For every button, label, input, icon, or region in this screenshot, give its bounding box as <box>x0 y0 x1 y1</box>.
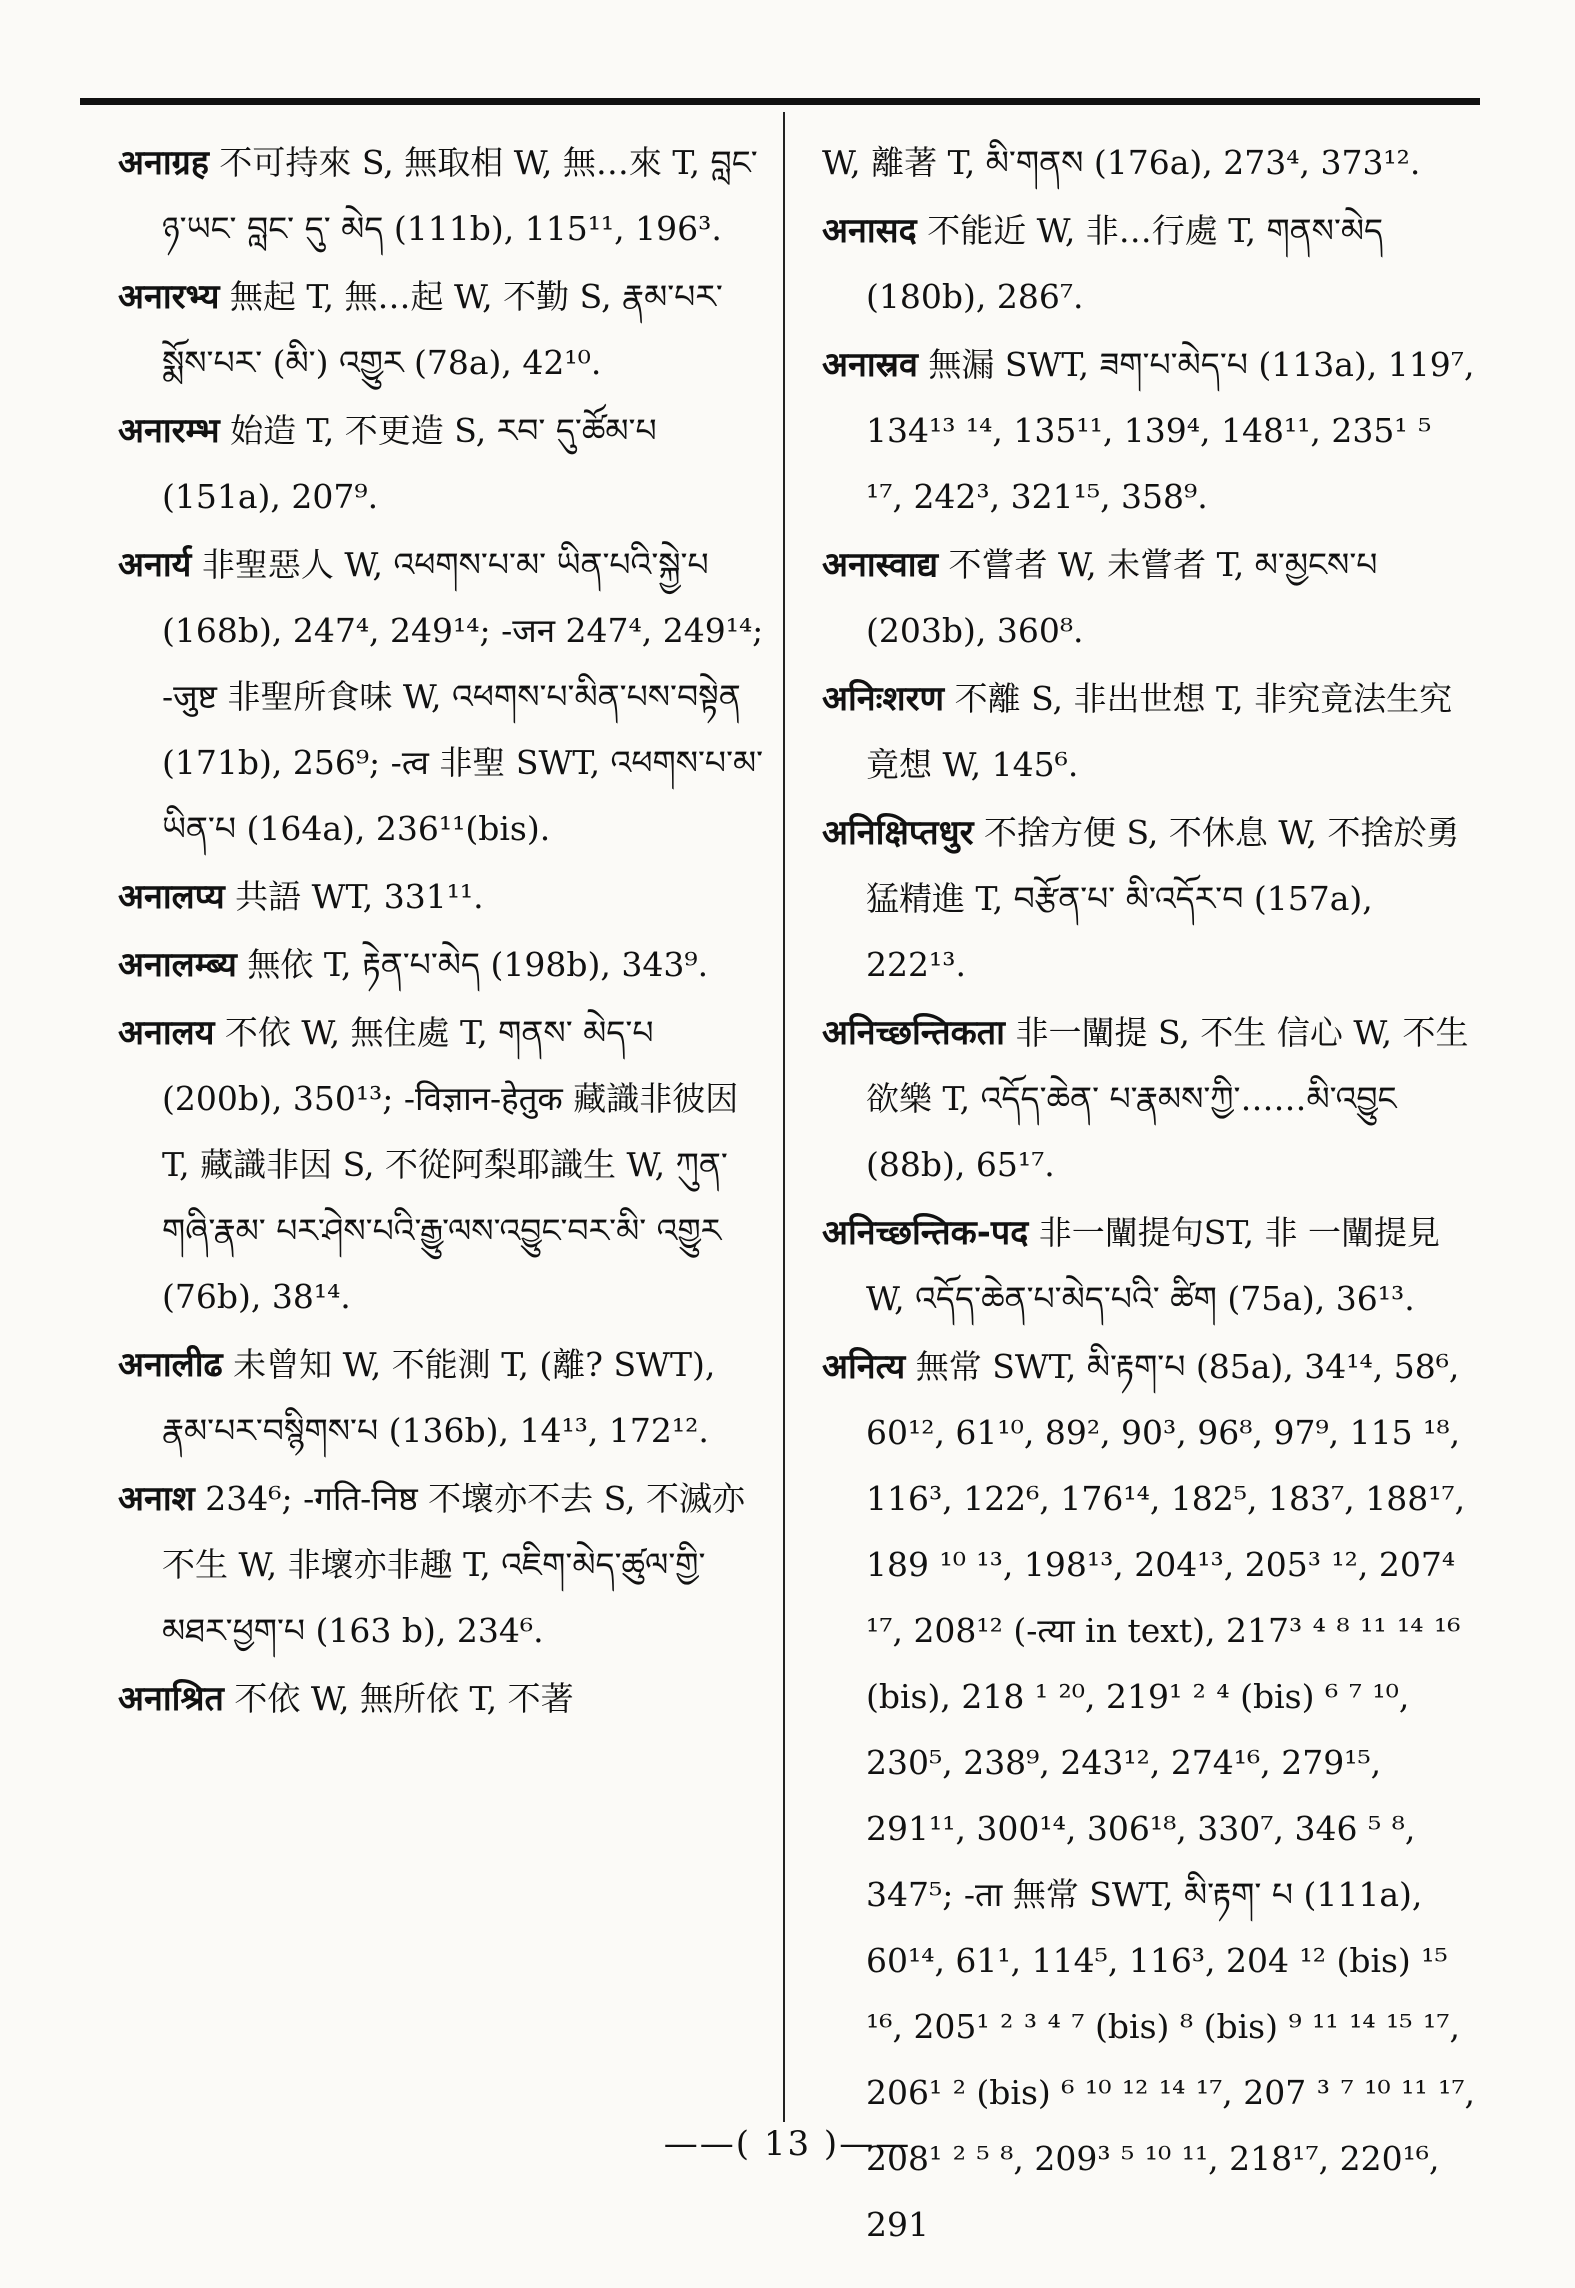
headword: अनालीढ <box>118 1345 223 1385</box>
entry-body: 不離 S, 非出世想 T, 非究竟法生究竟想 W, 145⁶. <box>866 679 1453 784</box>
entry-body: 234⁶; -गति-निष्ठ 不壞亦不去 S, 不滅亦不生 W, 非壞亦非趣 T, འཇིག་མེད་ཚུལ་གྱི་མཐར་ཕྱག་པ (163 b), 234⁶. <box>162 1479 746 1650</box>
headword: अनारभ्य <box>118 277 220 317</box>
entry-body: 不能近 W, 非…行處 T, གནས་མེད (180b), 286⁷. <box>866 211 1384 316</box>
entry-body: W, 離著 T, མི་གནས (176a), 273⁴, 373¹². <box>822 143 1421 182</box>
headword: अनारम्भ <box>118 411 220 451</box>
entry-body: 非一闡提句ST, 非 一闡提見 W, འདོད་ཆེན་པ་མེད་པའི་ ཚིག (75a), 36¹³. <box>866 1213 1440 1318</box>
entry-body: 未曾知 W, 不能測 T, (離? SWT), རྣམ་པར་བསྙིགས་པ (136b), 14¹³, 172¹². <box>162 1345 716 1450</box>
entry-body: 不捨方便 S, 不休息 W, 不捨於勇猛精進 T, བརྩོན་པ་ མི་འདོར་བ (157a), 222¹³. <box>866 813 1460 984</box>
dictionary-entry <box>822 1000 1477 1198</box>
dictionary-entry <box>822 332 1477 530</box>
dictionary-entry <box>118 864 766 930</box>
dictionary-entry <box>118 264 766 396</box>
dictionary-entry <box>118 1466 766 1664</box>
dictionary-entry-continued <box>822 130 1477 196</box>
entry-body: 無依 T, རྟེན་པ་མེད (198b), 343⁹. <box>236 945 709 984</box>
headword: अनालय <box>118 1013 215 1053</box>
headword: अनिक्षिप्तधुर <box>822 813 974 853</box>
headword: अनास्रव <box>822 345 918 385</box>
left-column <box>118 130 766 2130</box>
dictionary-entry <box>118 130 766 262</box>
headword: अनाश्रित <box>118 1679 224 1719</box>
right-column <box>822 130 1477 2244</box>
headword: अनाश <box>118 1479 195 1519</box>
entry-body: 非聖惡人 W, འཕགས་པ་མ་ ཡིན་པའི་སྐྱེ་པ (168b), 247⁴, 249¹⁴; -जन 247⁴, 249¹⁴; -जुष्ट 非聖所食味 W, འཕགས་པ་མིན་པས་བསྟེན (171b), 256⁹; -त्व 非聖 SWT, འཕགས་པ་མ་ཡིན་པ (164a), 236¹¹(bis). <box>162 545 764 848</box>
headword: अनिच्छन्तिक-पद <box>822 1213 1029 1253</box>
dictionary-entry <box>118 1666 766 1732</box>
entry-body: 不依 W, 無住處 T, གནས་ མེད་པ (200b), 350¹³; -विज्ञान-हेतुक 藏識非彼因 T, 藏識非因 S, 不從阿梨耶識生 W, ཀུན་གཞི་རྣམ་ པར་ཤེས་པའི་རྒྱུ་ལས་འབྱུང་བར་མི་ འགྱུར (76b), 38¹⁴. <box>162 1013 739 1316</box>
headword: अनालम्ब्य <box>118 945 237 985</box>
dictionary-entry <box>118 532 766 862</box>
headword: अनिःशरण <box>822 679 945 719</box>
entry-body: 不嘗者 W, 未嘗者 T, མ་མྱངས་པ (203b), 360⁸. <box>866 545 1378 650</box>
headword: अनिच्छन्तिकता <box>822 1013 1005 1053</box>
headword: अनास्वाद्य <box>822 545 939 585</box>
top-rule <box>80 98 1480 105</box>
dictionary-entry <box>822 532 1477 664</box>
headword: अनालप्य <box>118 877 225 917</box>
dictionary-entry <box>822 1200 1477 1332</box>
entry-body: 不依 W, 無所依 T, 不著 <box>223 1679 574 1718</box>
headword: अनार्य <box>118 545 192 585</box>
headword: अनित्य <box>822 1347 906 1387</box>
dictionary-entry <box>822 666 1477 798</box>
column-divider <box>783 112 785 2122</box>
entry-body: 非一闡提 S, 不生 信心 W, 不生欲樂 T, འདོད་ཆེན་ པ་རྣམས་ཀྱི་……མི་འབྱུང (88b), 65¹⁷. <box>866 1013 1469 1184</box>
headword: अनासद <box>822 211 917 251</box>
entry-body: 共語 WT, 331¹¹. <box>224 877 484 916</box>
entry-body: 不可持來 S, 無取相 W, 無…來 T, བླང་ཉ་ཡང་ བླང་ དུ་ མེད (111b), 115¹¹, 196³. <box>162 143 758 248</box>
dictionary-entry <box>118 932 766 998</box>
dictionary-entry <box>118 398 766 530</box>
entry-body: 始造 T, 不更造 S, རབ་ དུ་ཚོམ་པ (151a), 207⁹. <box>162 411 657 516</box>
dictionary-entry <box>822 198 1477 330</box>
page-number: ——( 13 )—— <box>663 2124 912 2164</box>
entry-body: 無漏 SWT, ཟག་པ་མེད་པ (113a), 119⁷, 134¹³ ¹⁴, 135¹¹, 139⁴, 148¹¹, 235¹ ⁵ ¹⁷, 242³, 321¹⁵, 358⁹. <box>866 345 1475 516</box>
headword: अनाग्रह <box>118 143 209 183</box>
entry-body: 無起 T, 無…起 W, 不勤 S, རྣམ་པར་སྨོས་པར་ (མི་) འགྱུར (78a), 42¹⁰. <box>162 277 723 382</box>
entry-body: 無常 SWT, མི་རྟག་པ (85a), 34¹⁴, 58⁶, 60¹², 61¹⁰, 89², 90³, 96⁸, 97⁹, 115 ¹⁸, 116³, 122⁶, 176¹⁴, 182⁵, 183⁷, 188¹⁷, 189 ¹⁰ ¹³, 198¹³, 204¹³, 205³ ¹², 207⁴ ¹⁷, 208¹² (-त्या in text), 217³ ⁴ ⁸ ¹¹ ¹⁴ ¹⁶ (bis), 218 ¹ ²⁰, 219¹ ² ⁴ (bis) ⁶ ⁷ ¹⁰, 230⁵, 238⁹, 243¹², 274¹⁶, 279¹⁵, 291¹¹, 300¹⁴, 306¹⁸, 330⁷, 346 ⁵ ⁸, 347⁵; -ता 無常 SWT, མི་རྟག་ པ (111a), 60¹⁴, 61¹, 114⁵, 116³, 204 ¹² (bis) ¹⁵ ¹⁶, 205¹ ² ³ ⁴ ⁷ (bis) ⁸ (bis) ⁹ ¹¹ ¹⁴ ¹⁵ ¹⁷, 206¹ ² (bis) ⁶ ¹⁰ ¹² ¹⁴ ¹⁷, 207 ³ ⁷ ¹⁰ ¹¹ ¹⁷, 208¹ ² ⁵ ⁸, 209³ ⁵ ¹⁰ ¹¹, 218¹⁷, 220¹⁶, 291 <box>866 1347 1476 2244</box>
dictionary-entry <box>118 1000 766 1330</box>
dictionary-entry <box>822 1334 1477 2258</box>
dictionary-entry <box>822 800 1477 998</box>
dictionary-entry <box>118 1332 766 1464</box>
